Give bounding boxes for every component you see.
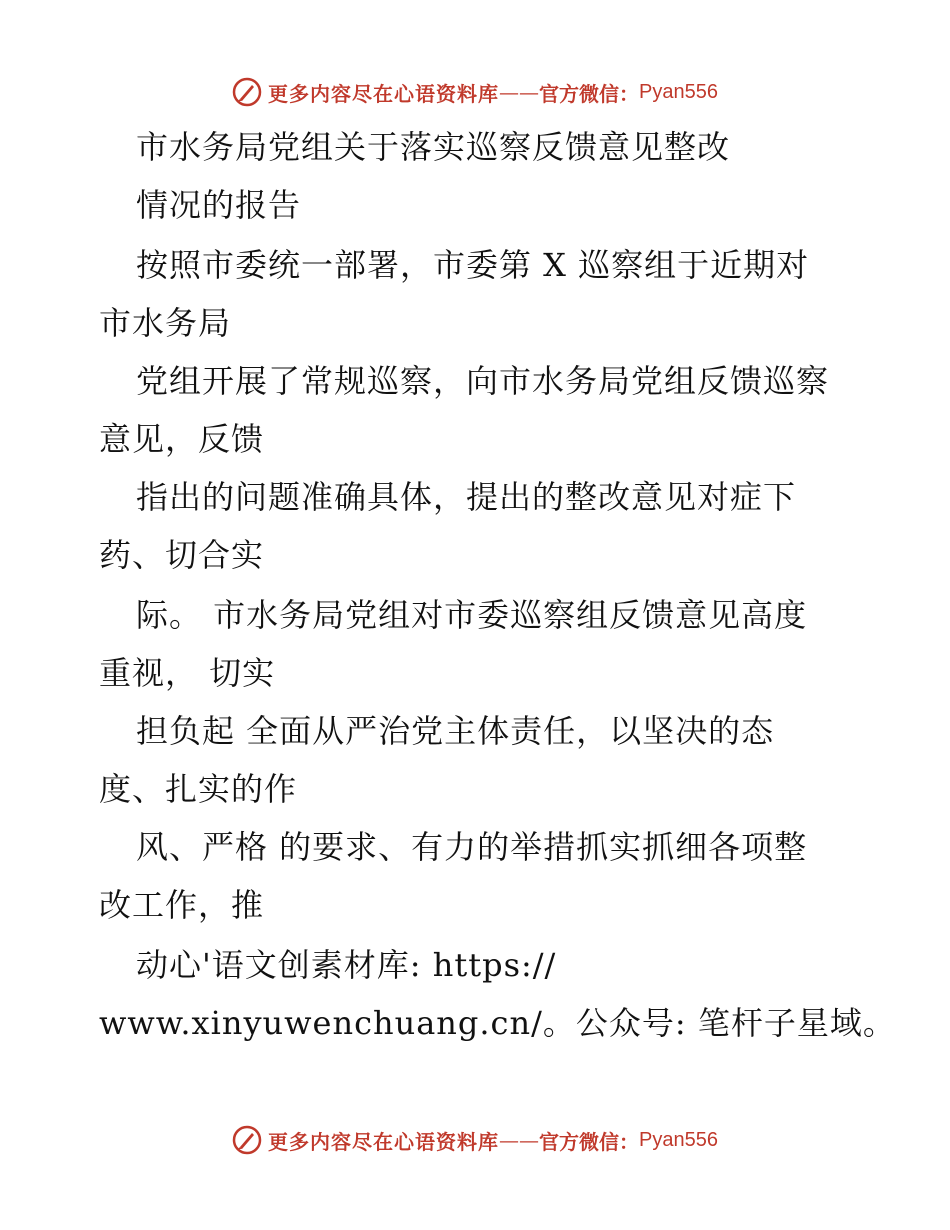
paragraph-line: 度、扎实的作 (99, 770, 298, 808)
paragraph-line: 药、切合实 (99, 536, 265, 574)
doc-title-line-2: 情况的报告 (136, 186, 302, 224)
footer-banner (0, 1120, 950, 1160)
header-banner (0, 72, 950, 112)
banner-wechat-label: 官方微信： (539, 1129, 640, 1154)
paragraph-line: 重视， 切实 (99, 654, 276, 692)
paragraph-line: 党组开展了常规巡察，向市水务局党组反馈巡察 (136, 362, 830, 400)
paragraph-line: 按照市委统一部署，市委第 X 巡察组于近期对 (136, 246, 810, 284)
paragraph-line: 指出的问题准确具体，提出的整改意见对症下 (136, 478, 797, 516)
banner-wechat-id: Pyan556 (639, 80, 718, 103)
banner-wechat-label: 官方微信： (539, 81, 640, 106)
doc-title-line-1: 市水务局党组关于落实巡察反馈意见整改 (136, 128, 731, 166)
paragraph-line: 市水务局 (99, 304, 232, 342)
paragraph-line: 风、严格 的要求、有力的举措抓实抓细各项整 (136, 828, 808, 866)
paragraph-line: 际。 市水务局党组对市委巡察组反馈意见高度 (136, 596, 808, 634)
banner-title: 更多内容尽在心语资料库 (268, 1129, 500, 1154)
banner-wechat-id: Pyan556 (639, 1128, 718, 1151)
paragraph-line: 改工作，推 (99, 886, 265, 924)
source-url-line: www.xinyuwenchuang.cn/。公众号: 笔杆子星域。 (99, 1004, 896, 1042)
quill-pen-logo-icon (232, 1125, 262, 1155)
paragraph-line: 意见，反馈 (99, 420, 265, 458)
source-line: 动心'语文创素材库: https:// (136, 946, 557, 984)
banner-separator: —— (499, 80, 540, 104)
banner-title: 更多内容尽在心语资料库 (268, 81, 500, 106)
banner-separator: —— (499, 1128, 540, 1152)
quill-pen-logo-icon (232, 77, 262, 107)
paragraph-line: 担负起 全面从严治党主体责任，以坚决的态 (136, 712, 775, 750)
